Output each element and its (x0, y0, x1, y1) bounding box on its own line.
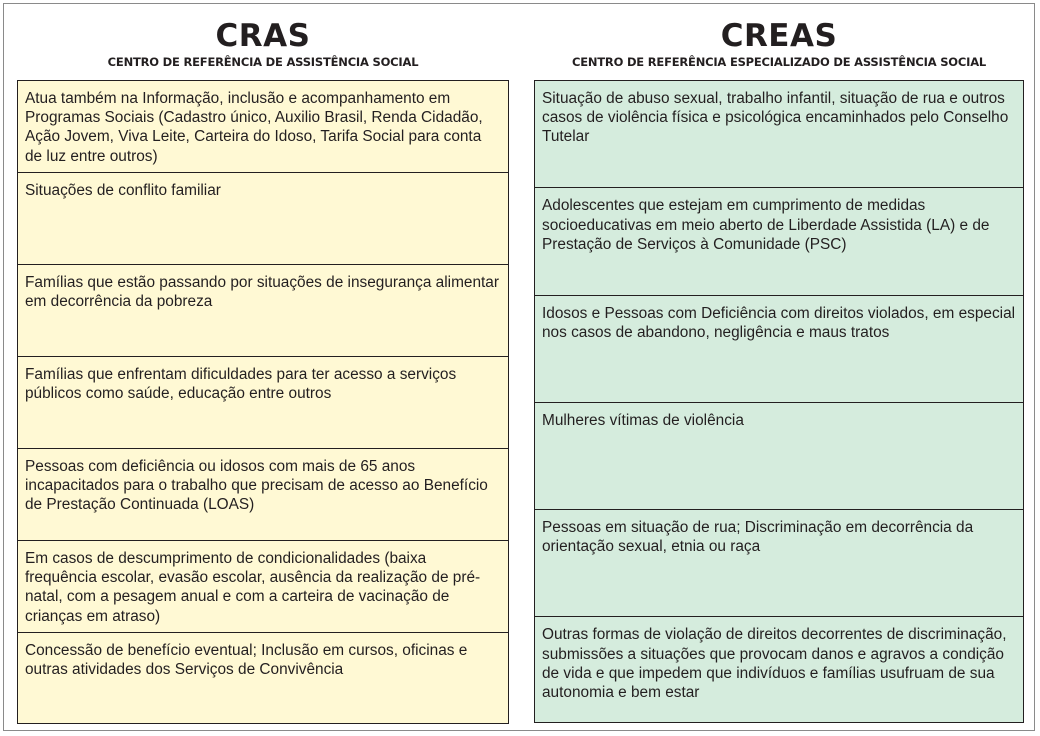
creas-item: Outras formas de violação de direitos decorrentes de discriminação, submissões a situações que provocam danos e agravos a condição de vida e que impedem que indivíduos e famílias usufruam de sua autonomia e bem estar (542, 626, 1007, 702)
creas-table (534, 80, 1024, 723)
cras-item: Famílias que estão passando por situações de insegurança alimentar em decorrência da pobreza (18, 265, 508, 357)
cras-title: CRAS (215, 18, 311, 54)
creas-item: Adolescentes que estejam em cumprimento de medidas socioeducativas em meio aberto de Liberdade Assistida (LA) e de Prestação de Serviços à Comunidade (PSC) (535, 188, 1023, 295)
creas-title: CREAS (720, 18, 838, 54)
cras-item: Famílias que enfrentam dificuldades para ter acesso a serviços públicos como saúde, educação entre outros (18, 357, 508, 449)
cras-item: Atua também na Informação, inclusão e acompanhamento em Programas Sociais (Cadastro único, Auxilio Brasil, Renda Cidadão, Ação Jovem, Viva Leite, Carteira do Idoso, Tarifa Social para conta de luz entre outros) (18, 81, 508, 173)
cras-item: Em casos de descumprimento de condicionalidades (baixa frequência escolar, evasão escolar, ausência da realização de pré-natal, com a pesagem anual e com a carteira de vacinação de crianças em atraso) (18, 541, 508, 633)
cras-item: Pessoas com deficiência ou idosos com mais de 65 anos incapacitados para o trabalho que precisam de acesso ao Benefício de Prestação Continuada (LOAS) (18, 449, 508, 541)
creas-item: Idosos e Pessoas com Deficiência com direitos violados, em especial nos casos de abandono, negligência e maus tratos (535, 296, 1023, 403)
creas-item: Mulheres vítimas de violência (535, 403, 1023, 510)
cras-subtitle: CENTRO DE REFERÊNCIA DE ASSISTÊNCIA SOCIAL (107, 55, 419, 69)
cras-table (17, 80, 509, 724)
cras-item: Concessão de benefício eventual; Inclusão em cursos, oficinas e outras atividades dos Serviços de Convivência (25, 642, 468, 679)
cras-item: Situações de conflito familiar (18, 173, 508, 265)
creas-item: Pessoas em situação de rua; Discriminação em decorrência da orientação sexual, etnia ou raça (535, 510, 1023, 617)
creas-item: Situação de abuso sexual, trabalho infantil, situação de rua e outros casos de violência física e psicológica encaminhados pelo Conselho Tutelar (535, 81, 1023, 188)
creas-subtitle: CENTRO DE REFERÊNCIA ESPECIALIZADO DE ASSISTÊNCIA SOCIAL (571, 55, 987, 69)
